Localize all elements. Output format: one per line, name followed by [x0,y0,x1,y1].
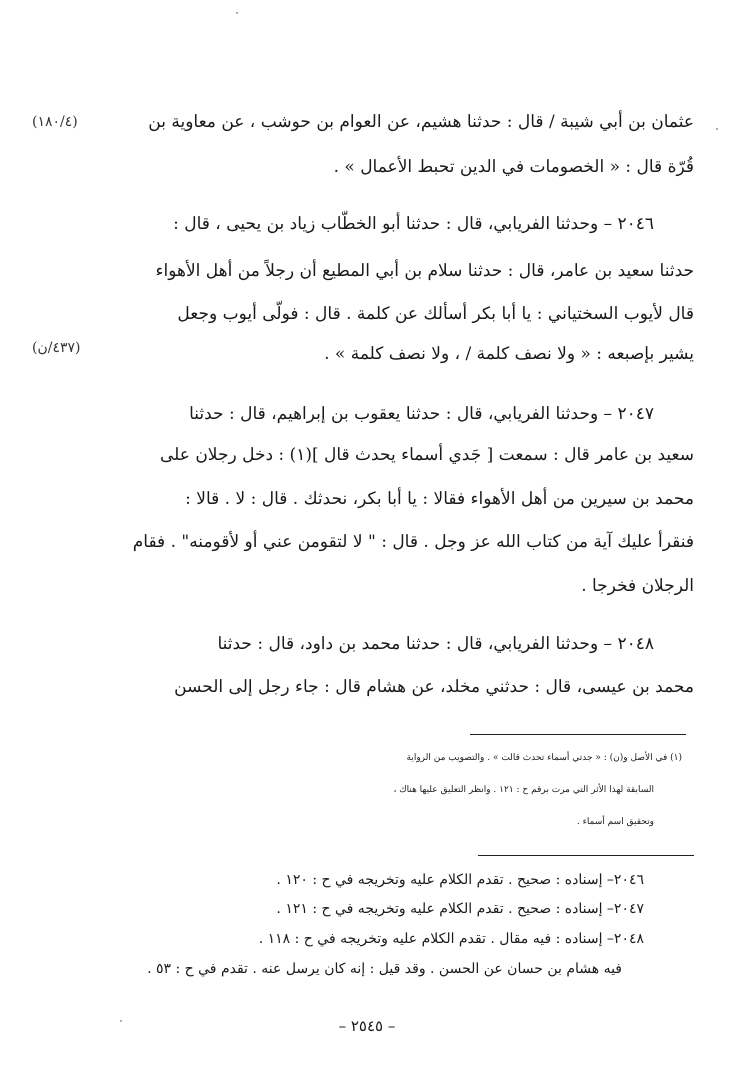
annotation-line: ٢٠٤٧– إسناده : صحيح . تقدم الكلام عليه وتخريجه في ح : ١٢١ . [276,901,644,917]
body-line: الرجلان فخرجا . [581,576,694,596]
scan-speck [120,1020,122,1022]
body-line: قُرّة قال : « الخصومات في الدين تحبط الأعمال » . [333,157,694,177]
footnote-separator [470,734,686,735]
footnote-line: (١) في الأصل و(ن) : « جدتي أسماء تحدث قالت » . والتصويب من الرواية [406,753,682,763]
annotation-line: فيه هشام بن حسان عن الحسن . وقد قيل : إنه كان يرسل عنه . تقدم في ح : ٥٣ . [147,961,622,977]
body-line: حدثنا سعيد بن عامر، قال : حدثنا سلام بن أبي المطيع أن رجلاً من أهل الأهواء [155,261,694,281]
body-line: سعيد بن عامر قال : سمعت [ جَدي أسماء يحدث قال ](١) : دخل رجلان على [159,445,694,465]
margin-reference: (٤٣٧/ن) [32,340,81,356]
body-line: يشير بإصبعه : « ولا نصف كلمة / ، ولا نصف كلمة » . [324,344,694,364]
annotation-line: ٢٠٤٦– إسناده : صحيح . تقدم الكلام عليه وتخريجه في ح : ١٢٠ . [276,872,644,888]
annotation-separator [478,855,694,856]
annotation-line: ٢٠٤٨– إسناده : فيه مقال . تقدم الكلام عليه وتخريجه في ح : ١١٨ . [258,931,644,947]
margin-reference: (١٨٠/٤) [32,114,78,130]
hadith-2048-line: ٢٠٤٨ – وحدثنا الفريابي، قال : حدثنا محمد بن داود، قال : حدثنا [217,634,654,654]
hadith-2047-line: ٢٠٤٧ – وحدثنا الفريابي، قال : حدثنا يعقوب بن إبراهيم، قال : حدثنا [189,404,654,424]
footnote-line: وتحقيق اسم أسماء . [576,817,654,827]
scan-speck [716,128,718,130]
hadith-2046-line: ٢٠٤٦ – وحدثنا الفريابي، قال : حدثنا أبو الخطّاب زياد بن يحيى ، قال : [173,214,654,234]
footnote-line: السابقة لهذا الأثر التي مرت برقم ح : ١٢١ . وانظر التعليق عليها هناك ، [393,785,654,795]
page-number: – ٢٥٤٥ – [338,1017,396,1035]
body-line: عثمان بن أبي شيبة / قال : حدثنا هشيم، عن العوام بن حوشب ، عن معاوية بن [148,112,694,132]
scan-speck [236,12,238,14]
body-line: محمد بن عيسى، قال : حدثني مخلد، عن هشام قال : جاء رجل إلى الحسن [174,677,694,697]
body-line: قال لأيوب السختياني : يا أبا بكر أسألك عن كلمة . قال : فولّى أيوب وجعل [177,304,694,324]
body-line: محمد بن سيرين من أهل الأهواء فقالا : يا أبا بكر، نحدثك . قال : لا . قالا : [185,489,694,509]
body-line: فنقرأ عليك آية من كتاب الله عز وجل . قال : " لا لتقومن عني أو لأقومنه" . فقام [132,532,694,552]
